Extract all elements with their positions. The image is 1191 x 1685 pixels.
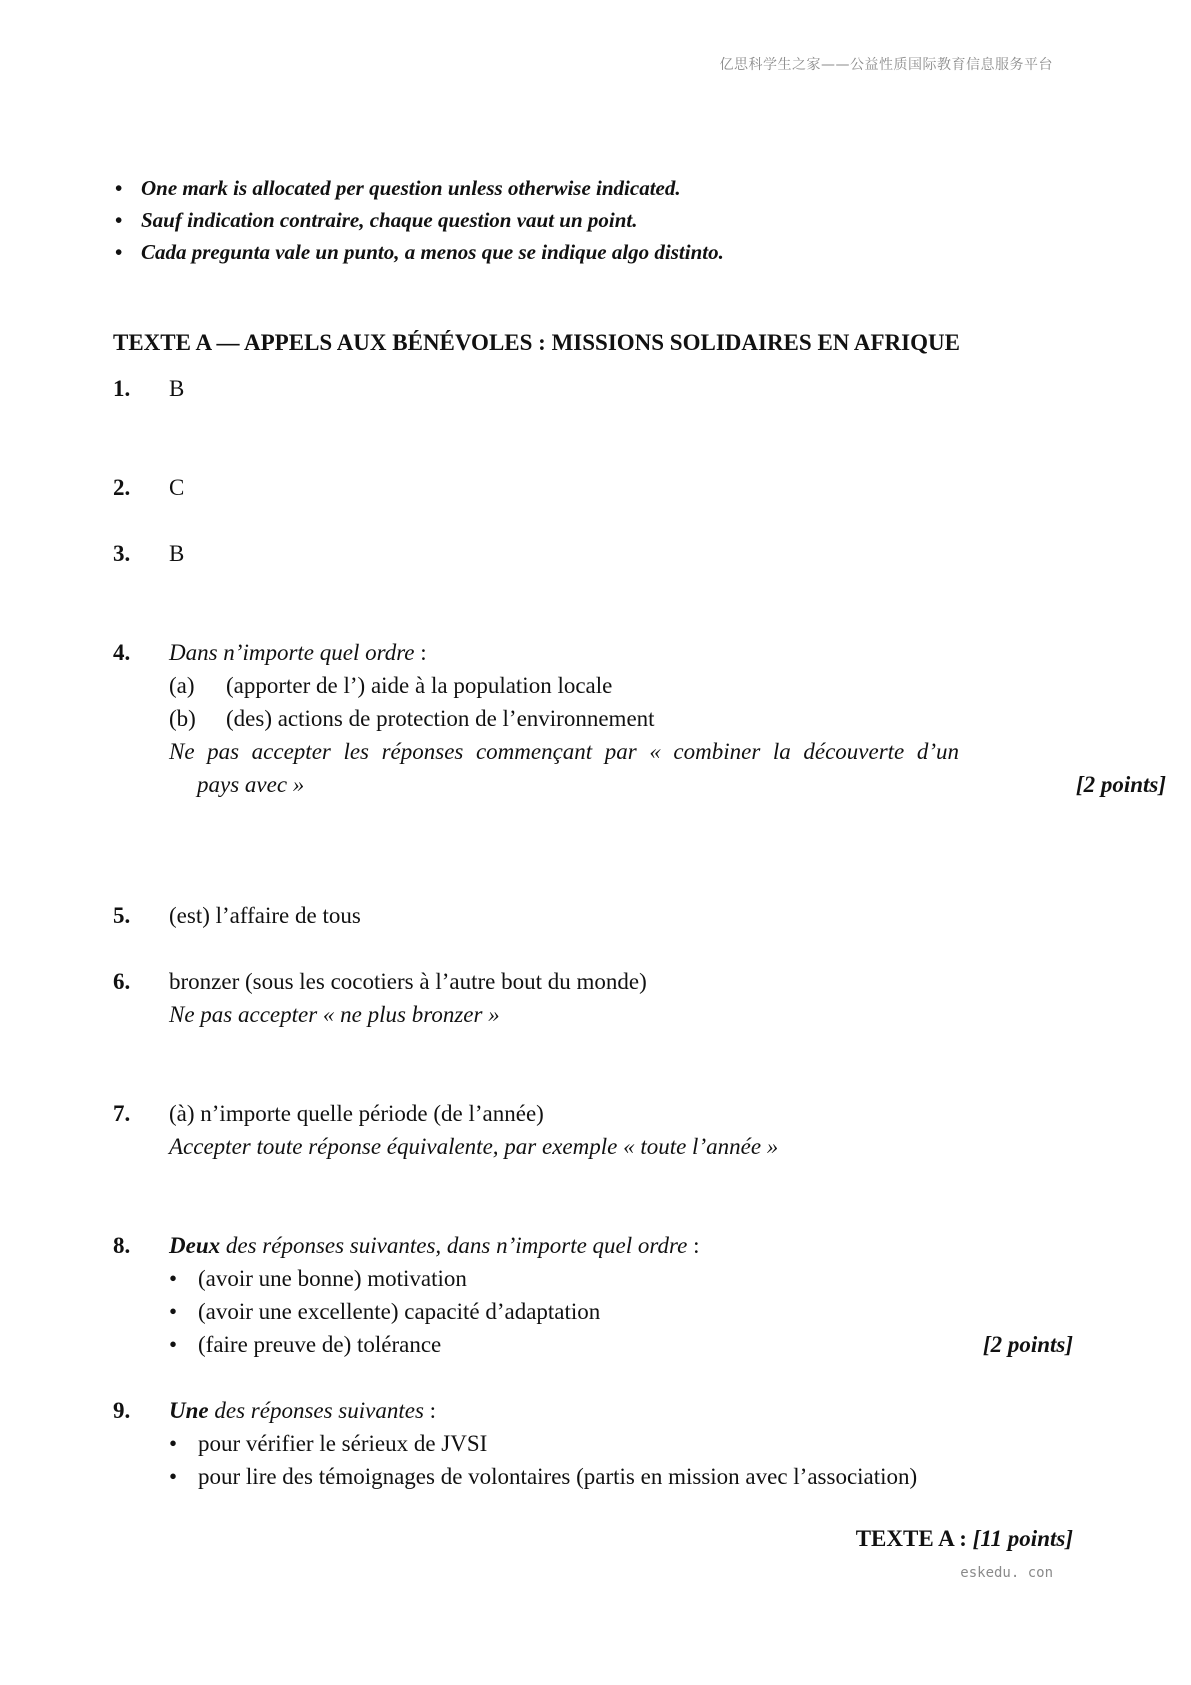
points-label: [2 points] [1075, 772, 1166, 797]
intro-emphasis: Une [169, 1398, 209, 1423]
intro-text: des réponses suivantes, dans n’importe quel ordre [220, 1233, 688, 1258]
question-intro [169, 1394, 436, 1427]
question-number: 2. [113, 475, 131, 500]
bullet-icon: • [169, 1332, 178, 1357]
answer: (est) l’affaire de tous [169, 903, 361, 928]
question-number: 5. [113, 903, 131, 928]
section-title: TEXTE A — APPELS AUX BÉNÉVOLES : MISSIONS SOLIDAIRES EN AFRIQUE [113, 330, 960, 355]
answer: bronzer (sous les cocotiers à l’autre bout du monde) [169, 969, 647, 994]
points-label: [2 points] [982, 1332, 1073, 1357]
footer-source-note: eskedu. con [960, 1565, 1053, 1581]
bullet-item: (faire preuve de) tolérance [198, 1332, 442, 1357]
question-number: 8. [113, 1233, 131, 1258]
bullet-icon: • [169, 1299, 178, 1324]
intro-colon: : [414, 640, 427, 665]
instruction-french: • Sauf indication contraire, chaque question vaut un point. [113, 204, 724, 236]
item-label: (a) [169, 673, 195, 698]
instruction-english: • One mark is allocated per question unless otherwise indicated. [113, 172, 724, 204]
marking-note-continued: pays avec » [197, 772, 305, 797]
answer: B [169, 541, 185, 566]
instruction-spanish: • Cada pregunta vale un punto, a menos que se indique algo distinto. [113, 236, 724, 268]
bullet-item: (avoir une excellente) capacité d’adaptation [198, 1299, 601, 1324]
question-number: 9. [113, 1398, 131, 1423]
instructions-list [113, 172, 724, 268]
item-text: (des) actions de protection de l’environnement [226, 706, 655, 731]
bullet-item: pour vérifier le sérieux de JVSI [198, 1431, 488, 1456]
intro-emphasis: Deux [169, 1233, 221, 1258]
total-label: TEXTE A : [855, 1526, 973, 1551]
marking-note: Ne pas accepter « ne plus bronzer » [169, 1002, 500, 1027]
question-number: 4. [113, 640, 131, 665]
section-total [856, 1526, 1073, 1552]
bullet-icon: • [169, 1266, 178, 1291]
marking-note: Ne pas accepter les réponses commençant par « combiner la découverte d’un [169, 739, 959, 764]
answer: B [169, 376, 185, 401]
bullet-icon: • [169, 1464, 178, 1489]
intro-colon: : [423, 1398, 437, 1423]
question-number: 3. [113, 541, 131, 566]
total-points: [11 points] [972, 1526, 1073, 1551]
item-text: (apporter de l’) aide à la population locale [226, 673, 613, 698]
question-intro [169, 1229, 699, 1262]
bullet-item: pour lire des témoignages de volontaires (partis en mission avec l’association) [198, 1464, 918, 1489]
bullet-item: (avoir une bonne) motivation [198, 1266, 467, 1291]
question-number: 1. [113, 376, 131, 401]
marking-note: Accepter toute réponse équivalente, par exemple « toute l’année » [169, 1134, 779, 1159]
header-source-note: 亿思科学生之家——公益性质国际教育信息服务平台 [719, 57, 1053, 73]
intro-text: des réponses suivantes [208, 1398, 424, 1423]
intro-text: Dans n’importe quel ordre [169, 640, 415, 665]
intro-colon: : [687, 1233, 700, 1258]
item-label: (b) [169, 706, 196, 731]
answer: (à) n’importe quelle période (de l’année) [169, 1101, 544, 1126]
answer: C [169, 475, 185, 500]
question-intro [169, 636, 427, 669]
bullet-icon: • [169, 1431, 178, 1456]
question-number: 6. [113, 969, 131, 994]
question-number: 7. [113, 1101, 131, 1126]
